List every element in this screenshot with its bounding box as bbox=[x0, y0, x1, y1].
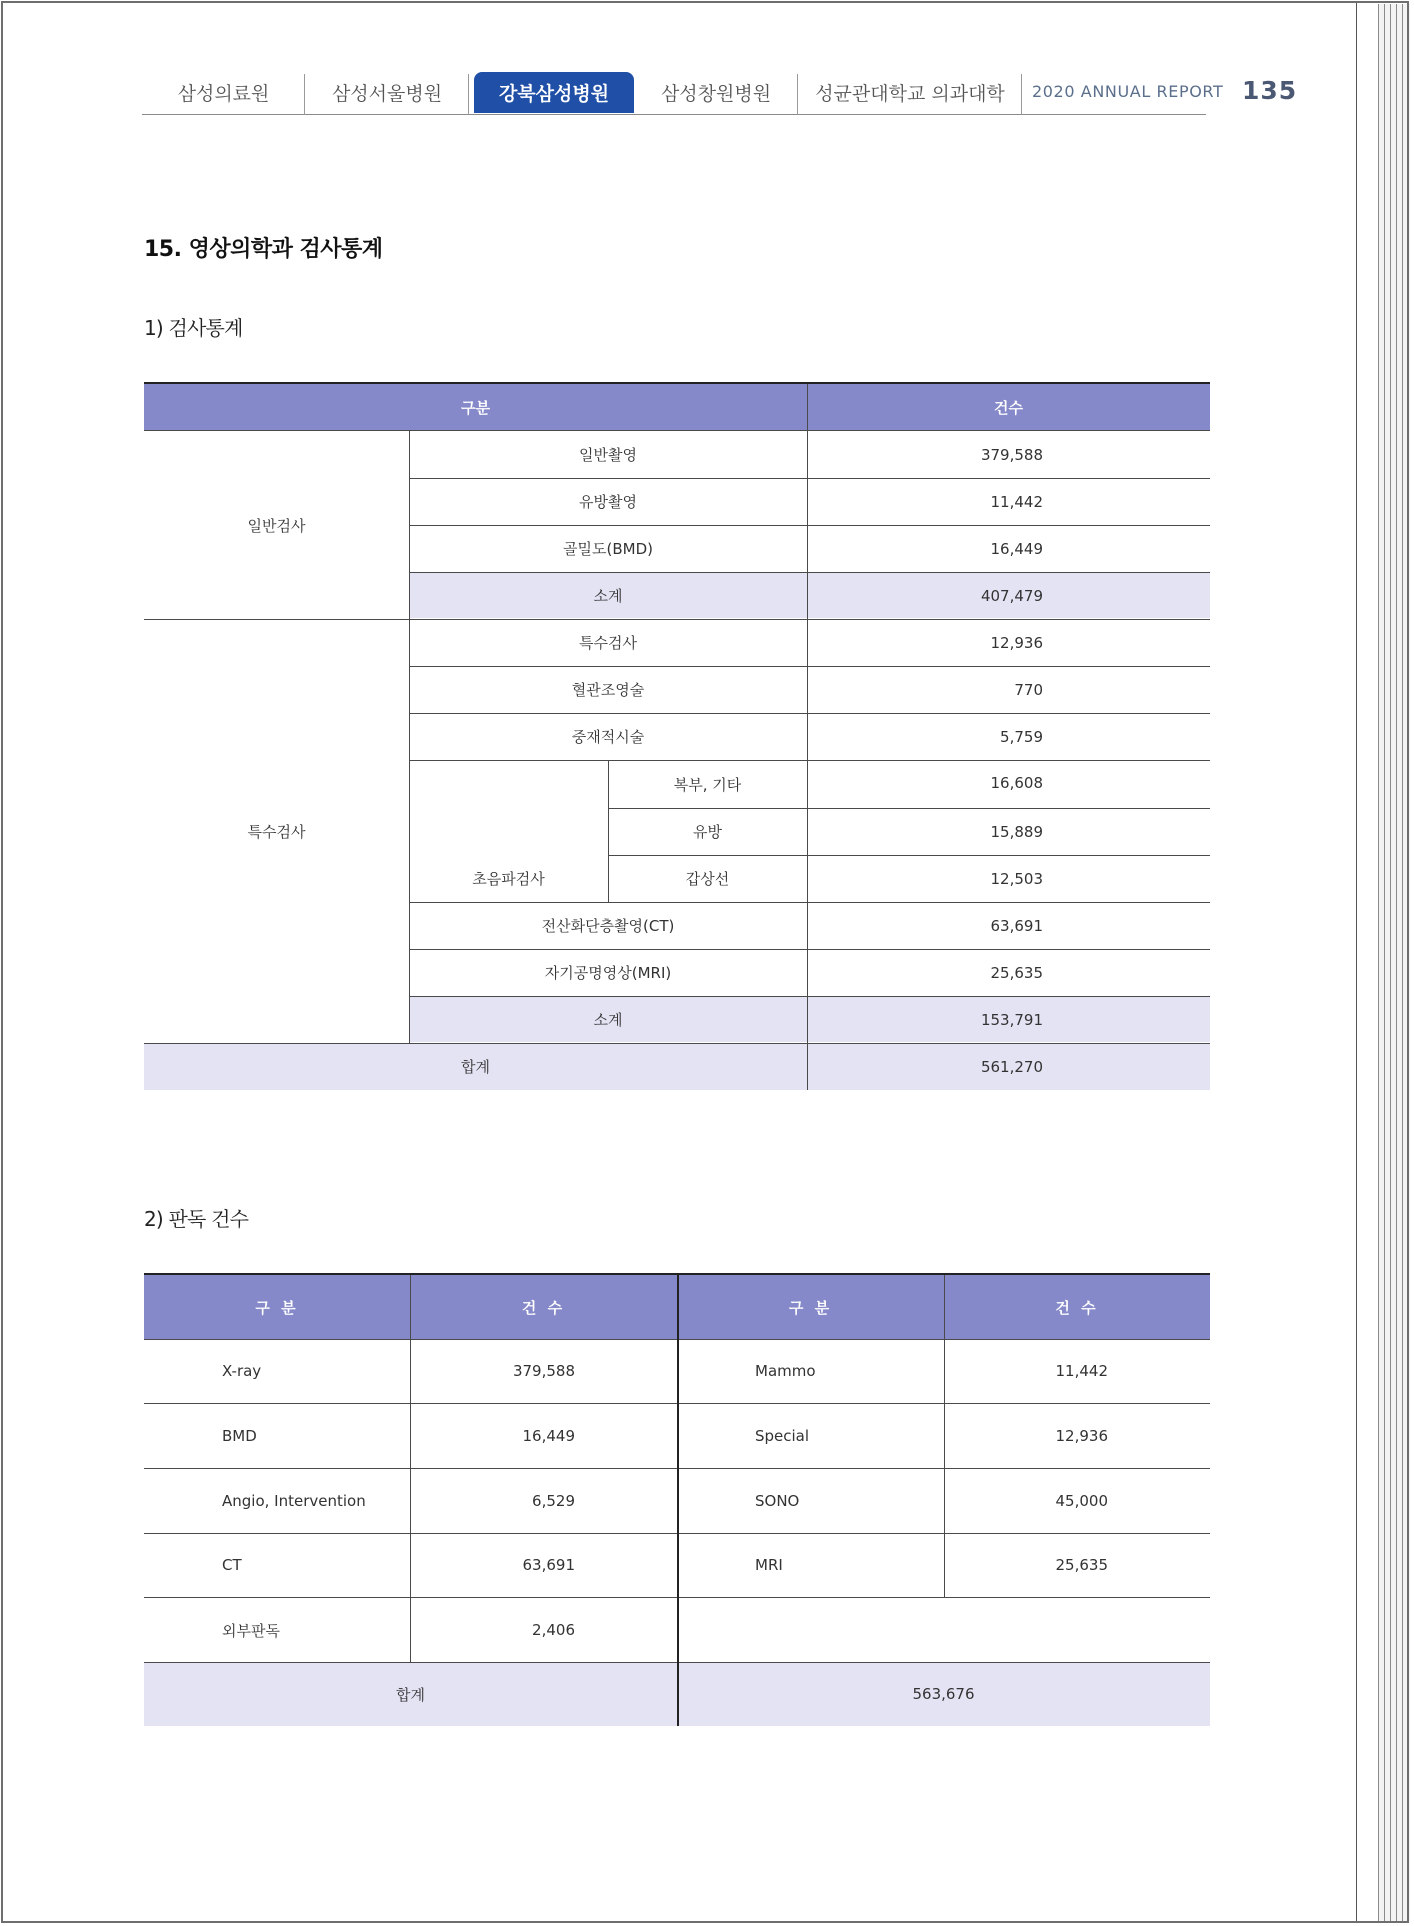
row-label: Special bbox=[755, 1427, 810, 1445]
row-value: 25,635 bbox=[990, 963, 1043, 982]
row-value-total: 563,676 bbox=[912, 1685, 975, 1703]
nav-tab-samsung-seoul-hospital[interactable] bbox=[305, 72, 469, 113]
row-label: 중재적시술 bbox=[571, 728, 645, 746]
report-label: 2020 ANNUAL REPORT bbox=[1032, 82, 1224, 101]
row-value: 16,608 bbox=[990, 774, 1043, 792]
row-label: 골밀도(BMD) bbox=[563, 540, 653, 558]
row-value: 16,449 bbox=[522, 1427, 575, 1445]
row-value: 379,588 bbox=[980, 445, 1043, 464]
table2-header-count-right: 건 수 bbox=[944, 1275, 1210, 1339]
row-label: Mammo bbox=[755, 1362, 816, 1380]
nav-tab-samsung-changwon-hospital[interactable] bbox=[634, 72, 798, 113]
row-label: 유방 bbox=[693, 823, 722, 841]
table2-header-category-left: 구 분 bbox=[144, 1275, 410, 1339]
row-label: Angio, Intervention bbox=[222, 1492, 366, 1510]
section-title: 15. 영상의학과 검사통계 bbox=[144, 237, 383, 262]
nav-tab-kangbuk-samsung-hospital[interactable] bbox=[474, 72, 634, 113]
row-value: 12,503 bbox=[990, 869, 1043, 888]
table1-header-category: 구분 bbox=[144, 384, 807, 430]
row-label: 자기공명영상(MRI) bbox=[544, 964, 672, 982]
reading-count-table bbox=[144, 1273, 1210, 1726]
row-value: 379,588 bbox=[512, 1362, 575, 1380]
nav-tab-label: 삼성의료원 bbox=[177, 83, 270, 105]
row-label-subtotal: 소계 bbox=[593, 1011, 623, 1029]
row-label-subtotal: 소계 bbox=[593, 587, 623, 605]
table1-header-count: 건수 bbox=[807, 384, 1210, 430]
nav-tab-label: 삼성서울병원 bbox=[331, 83, 443, 105]
row-label: 갑상선 bbox=[685, 870, 730, 888]
row-label: 유방촬영 bbox=[579, 493, 637, 511]
row-value: 11,442 bbox=[990, 492, 1043, 511]
group-label-special: 특수검사 bbox=[247, 822, 306, 841]
row-label: MRI bbox=[755, 1556, 783, 1574]
nav-tab-label: 성균관대학교 의과대학 bbox=[815, 83, 1005, 105]
row-value-total: 561,270 bbox=[980, 1057, 1043, 1076]
row-value: 63,691 bbox=[990, 916, 1043, 935]
row-value: 63,691 bbox=[522, 1556, 575, 1574]
row-value: 5,759 bbox=[1000, 727, 1043, 746]
row-value-subtotal: 153,791 bbox=[980, 1010, 1043, 1029]
nav-tab-skku-medicine[interactable] bbox=[798, 72, 1022, 113]
row-value: 770 bbox=[1014, 680, 1043, 699]
row-value: 25,635 bbox=[1055, 1556, 1108, 1574]
row-value-subtotal: 407,479 bbox=[980, 586, 1043, 605]
row-label: 전산화단층촬영(CT) bbox=[541, 917, 675, 935]
row-label: 특수검사 bbox=[579, 634, 637, 652]
row-label-total: 합계 bbox=[396, 1685, 425, 1704]
row-value: 11,442 bbox=[1055, 1362, 1108, 1380]
table2-title: 2) 판독 건수 bbox=[144, 1207, 249, 1231]
row-value: 2,406 bbox=[532, 1621, 575, 1639]
row-value: 45,000 bbox=[1055, 1492, 1108, 1510]
group-label-general: 일반검사 bbox=[247, 516, 306, 535]
row-value: 15,889 bbox=[990, 822, 1043, 841]
row-label: BMD bbox=[222, 1427, 257, 1445]
row-value: 6,529 bbox=[532, 1492, 575, 1510]
group-label-ultrasound: 초음파검사 bbox=[472, 870, 545, 888]
table2-header-count-left: 건 수 bbox=[410, 1275, 677, 1339]
row-label: 외부판독 bbox=[222, 1621, 280, 1640]
row-label: 일반촬영 bbox=[579, 446, 637, 464]
nav-tab-label: 삼성창원병원 bbox=[660, 83, 772, 105]
row-label: SONO bbox=[755, 1492, 800, 1510]
row-label: X-ray bbox=[222, 1362, 262, 1380]
row-value: 12,936 bbox=[1055, 1427, 1108, 1445]
row-label: 혈관조영술 bbox=[571, 681, 645, 699]
row-value: 16,449 bbox=[990, 539, 1043, 558]
table1-title: 1) 검사통계 bbox=[144, 316, 243, 340]
nav-tab-label: 강북삼성병원 bbox=[498, 83, 610, 105]
page-number: 135 bbox=[1242, 76, 1298, 105]
exam-statistics-table bbox=[144, 382, 1210, 1090]
row-value: 12,936 bbox=[990, 633, 1043, 652]
row-label: 복부, 기타 bbox=[673, 775, 742, 794]
table2-header-category-right: 구 분 bbox=[677, 1275, 944, 1339]
nav-tab-samsung-medical-center[interactable] bbox=[142, 72, 305, 113]
row-label-total: 합계 bbox=[461, 1058, 490, 1076]
row-label: CT bbox=[222, 1556, 242, 1574]
